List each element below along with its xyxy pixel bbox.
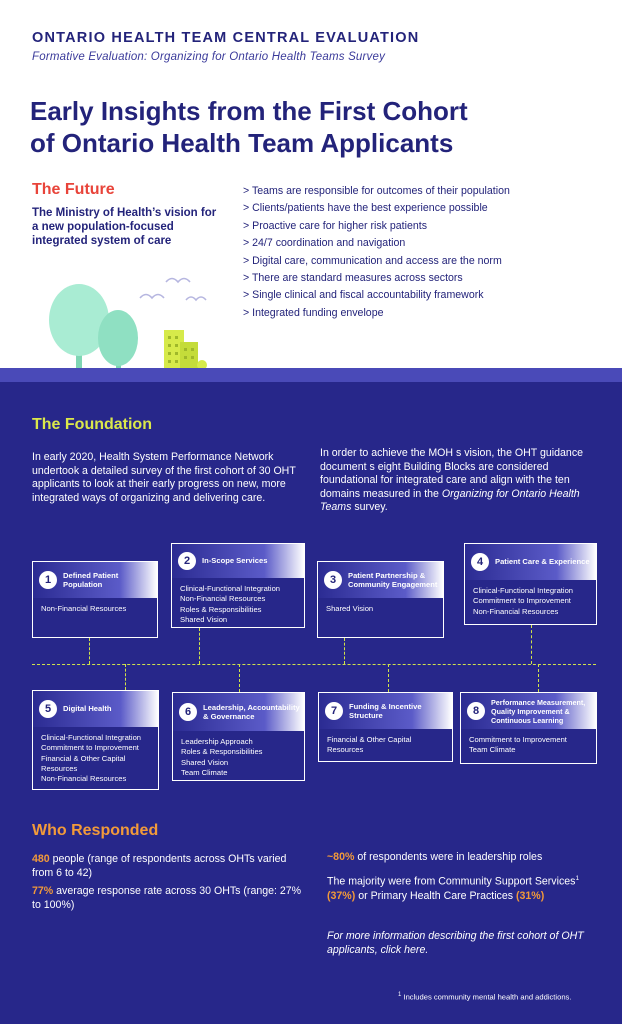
tree-icon — [98, 310, 138, 366]
building-block-1 — [32, 561, 158, 638]
header-subtitle: Formative Evaluation: Organizing for Ontario Health Teams Survey — [32, 51, 386, 63]
building-block-5 — [32, 690, 159, 790]
block-title: In-Scope Services — [202, 556, 268, 566]
block-item: Non-Financial Resources — [473, 606, 559, 616]
block-title: Funding & Incentive Structure — [349, 701, 422, 720]
connector-line — [538, 664, 539, 692]
connector-line — [239, 664, 240, 692]
connector-line — [32, 664, 596, 665]
connector-line — [89, 638, 90, 664]
foundation-left-text: In early 2020, Health System Performance Network undertook a detailed survey of the first cohort of 30 OHT applicants to look at their early progress on new, more integrated ways of organizing and delivering care. — [32, 451, 296, 504]
respondents-stat: 480 people (range of respondents across OHTs varied from 6 to 42) — [32, 853, 287, 879]
block-item: Leadership Approach — [181, 737, 253, 746]
connector-line — [531, 625, 532, 664]
block-item: Clinical-Functional Integration — [41, 733, 142, 742]
block-number: 7 — [325, 702, 343, 720]
block-item: Commitment to Improvement — [41, 743, 139, 753]
future-description: The Ministry of Health’s vision for a new population-focused integrated system of care — [32, 207, 217, 247]
block-item: Non-Financial Resources — [41, 774, 127, 784]
survey-name: Organizing for Ontario Health Teams — [320, 487, 580, 514]
city-illustration — [0, 268, 622, 382]
connector-line — [388, 664, 389, 692]
response-rate-stat: 77% average response rate across 30 OHTs (range: 27% to 100%) — [32, 885, 302, 911]
connector-line — [199, 628, 200, 664]
block-number: 1 — [39, 571, 57, 589]
bird-icon — [186, 297, 206, 300]
header-title: ONTARIO HEALTH TEAM CENTRAL EVALUATION — [32, 30, 420, 46]
block-item: Commitment to Improvement — [473, 596, 571, 606]
future-item: > 24/7 coordination and navigation — [243, 237, 406, 250]
building-block-6 — [172, 692, 305, 781]
block-number: 6 — [179, 703, 197, 721]
block-number: 5 — [39, 700, 57, 718]
block-number: 3 — [324, 571, 342, 589]
block-item: Team Climate — [181, 767, 228, 777]
future-item: > Single clinical and fiscal accountability framework — [243, 289, 484, 302]
block-title: Patient Care & Experience — [495, 557, 590, 567]
block-number: 8 — [467, 702, 485, 720]
block-item: Non-Financial Resources — [41, 604, 127, 613]
more-info-link[interactable]: For more information describing the first cohort of OHT applicants, click here. — [327, 930, 584, 956]
who-responded-heading: Who Responded — [32, 822, 159, 839]
connector-line — [125, 664, 126, 690]
block-title: Performance Measurement, Quality Improvement & Continuous Learning — [491, 697, 586, 725]
block-title: Leadership, Accountability & Governance — [203, 702, 300, 721]
footnote: $^1$ Includes community mental health and addictions. — [398, 992, 572, 1002]
block-item: Financial & Other Capital Resources — [41, 753, 126, 773]
future-item: > Digital care, communication and access are the norm — [243, 254, 502, 267]
block-item: Clinical-Functional Integration — [180, 584, 281, 593]
block-title: Defined Patient Population — [63, 570, 119, 589]
block-item: Clinical-Functional Integration — [473, 586, 574, 595]
main-title — [30, 95, 550, 159]
majority-stat: The majority were from Community Support Services$^1$ (37%) or Primary Health Care Practices (31%) — [327, 875, 580, 902]
building-block-8 — [460, 692, 597, 764]
future-item: > Proactive care for higher risk patients — [243, 219, 428, 232]
block-number: 4 — [471, 553, 489, 571]
block-number: 2 — [178, 552, 196, 570]
future-item: > Integrated funding envelope — [243, 306, 384, 319]
block-item: Shared Vision — [180, 614, 228, 624]
block-item: Shared Vision — [326, 604, 374, 613]
block-item: Team Climate — [469, 745, 516, 755]
block-item: Commitment to Improvement — [469, 735, 567, 744]
bird-icon — [140, 295, 164, 299]
block-item: Financial & Other Capital Resources — [327, 735, 412, 755]
main-title-line2: of Ontario Health Team Applicants — [30, 128, 454, 158]
block-title: Patient Partnership & Community Engagement — [348, 570, 438, 589]
foundation-right-text: In order to achieve the MOH s vision, the OHT guidance document s eight Building Blocks are considered foundational for integrated care and align with the ten domains measured in the Organizing for Ontario Health Teams survey. — [320, 447, 584, 514]
future-item: > Clients/patients have the best experience possible — [243, 202, 488, 215]
building-block-4 — [464, 543, 597, 625]
main-title-line1: Early Insights from the First Cohort — [30, 96, 468, 126]
block-item: Roles & Responsibilities — [181, 747, 263, 757]
connector-line — [344, 638, 345, 664]
block-item: Shared Vision — [181, 757, 229, 767]
foundation-heading: The Foundation — [32, 416, 152, 433]
section-stripe — [0, 368, 622, 382]
block-item: Non-Financial Resources — [180, 594, 266, 604]
future-heading: The Future — [32, 181, 115, 198]
future-item: > Teams are responsible for outcomes of their population — [243, 185, 510, 197]
block-item: Roles & Responsibilities — [180, 604, 262, 614]
building-block-2 — [171, 543, 305, 628]
future-item: > There are standard measures across sectors — [243, 272, 463, 285]
building-block-3 — [317, 561, 444, 638]
bird-icon — [166, 279, 190, 283]
building-block-7 — [318, 692, 453, 762]
block-title: Digital Health — [63, 704, 112, 714]
leadership-stat: ~80% of respondents were in leadership roles — [327, 851, 543, 863]
